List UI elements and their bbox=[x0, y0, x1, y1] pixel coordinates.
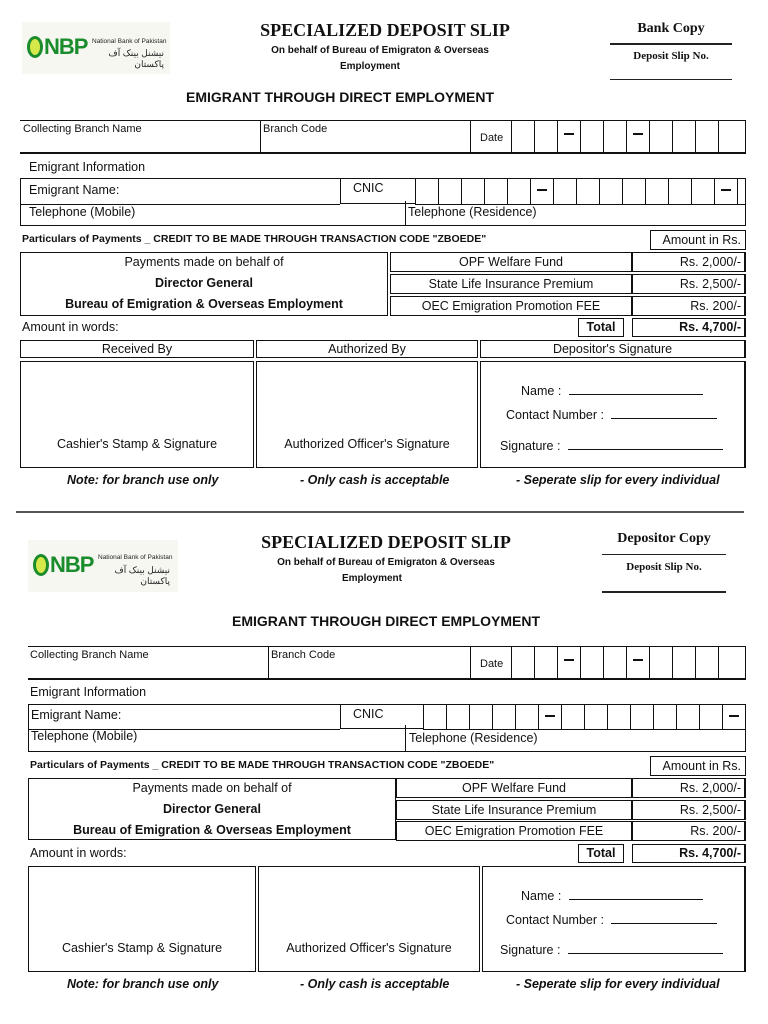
payment-amount-state-life bbox=[632, 800, 746, 820]
total-label-box bbox=[578, 318, 624, 337]
payee-line3: Bureau of Emigration & Overseas Employment bbox=[73, 823, 351, 837]
slip-subtitle-line2: Employment bbox=[341, 573, 402, 584]
payment-item-state-life bbox=[396, 800, 632, 820]
officer-signature-label: Authorized Officer's Signature bbox=[284, 437, 450, 451]
depositor-contact-label: Contact Number : bbox=[506, 913, 604, 927]
amount-header bbox=[650, 230, 746, 250]
depositor-signature-text: Signature : bbox=[500, 943, 561, 957]
nbp-logo bbox=[22, 22, 170, 74]
collecting-branch-name-label: Collecting Branch Name bbox=[30, 649, 149, 661]
slip-subtitle-line1: On behalf of Bureau of Emigraton & Overseas bbox=[277, 557, 495, 568]
payment-amount: Rs. 2,000/- bbox=[679, 255, 741, 269]
emigrant-name-label: Emigrant Name: bbox=[31, 708, 122, 722]
cashier-stamp-box[interactable] bbox=[28, 866, 256, 972]
date-label-cell bbox=[470, 647, 511, 678]
date-separator bbox=[557, 121, 580, 152]
note-branch-use: Note: for branch use only bbox=[67, 977, 219, 991]
nbp-logo-text: NBP bbox=[50, 552, 94, 577]
deposit-slip-no-label: Deposit Slip No. bbox=[633, 50, 709, 62]
deposit-slip-no-field[interactable] bbox=[602, 591, 726, 593]
cashier-stamp-box[interactable] bbox=[20, 361, 254, 468]
particulars-label: Particulars of Payments _ CREDIT TO BE MADE THROUGH TRANSACTION CODE "ZBOEDE" bbox=[22, 233, 487, 245]
emigrant-info-table bbox=[20, 178, 746, 226]
payment-amount-opf bbox=[632, 252, 746, 272]
telephone-residence-label: Telephone (Residence) bbox=[408, 205, 537, 219]
total-label-box bbox=[578, 844, 624, 863]
nbp-emblem-icon bbox=[33, 554, 49, 576]
depositor-details-box bbox=[480, 361, 746, 468]
section-title: EMIGRANT THROUGH DIRECT EMPLOYMENT bbox=[186, 89, 494, 105]
date-digit-box[interactable] bbox=[649, 647, 672, 678]
date-digit-box[interactable] bbox=[534, 647, 557, 678]
depositor-signature-field[interactable] bbox=[500, 941, 723, 957]
total-label: Total bbox=[586, 846, 616, 860]
collecting-branch-name-field[interactable] bbox=[20, 121, 260, 153]
payee-line1: Payments made on behalf of bbox=[132, 781, 292, 795]
branch-code-field[interactable] bbox=[268, 647, 470, 678]
authorized-by-label: Authorized By bbox=[328, 342, 406, 356]
date-digit-box[interactable] bbox=[649, 121, 672, 152]
officer-signature-label: Authorized Officer's Signature bbox=[286, 941, 452, 955]
particulars-label: Particulars of Payments _ CREDIT TO BE MADE THROUGH TRANSACTION CODE "ZBOEDE" bbox=[30, 759, 495, 771]
copy-label: Depositor Copy bbox=[617, 531, 711, 546]
bank-name-english: National Bank of Pakistan bbox=[92, 38, 167, 45]
date-digit-box[interactable] bbox=[695, 121, 718, 152]
payment-amount: Rs. 200/- bbox=[690, 299, 741, 313]
nbp-logo bbox=[28, 540, 178, 592]
slip-subtitle-line1: On behalf of Bureau of Emigraton & Overseas bbox=[271, 45, 489, 56]
depositor-signature-header bbox=[480, 340, 746, 358]
date-digit-box[interactable] bbox=[695, 647, 718, 678]
branch-code-label: Branch Code bbox=[263, 123, 328, 135]
payment-item-state-life bbox=[390, 274, 632, 294]
payment-item-label: OEC Emigration Promotion FEE bbox=[424, 824, 604, 838]
cashier-signature-label: Cashier's Stamp & Signature bbox=[56, 437, 218, 451]
date-label-cell bbox=[470, 121, 511, 152]
payment-item-label: OEC Emigration Promotion FEE bbox=[421, 299, 601, 313]
emigrant-info-table bbox=[28, 704, 746, 752]
depositor-name-field[interactable] bbox=[521, 887, 703, 903]
payee-block bbox=[20, 252, 388, 316]
amount-header bbox=[650, 756, 746, 776]
note-cash-only: - Only cash is acceptable bbox=[300, 977, 450, 991]
telephone-mobile-field[interactable] bbox=[29, 729, 405, 751]
depositor-details-box bbox=[482, 866, 746, 972]
slip-title: SPECIALIZED DEPOSIT SLIP bbox=[260, 20, 510, 40]
telephone-residence-label: Telephone (Residence) bbox=[409, 731, 538, 745]
date-digit-box[interactable] bbox=[534, 121, 557, 152]
note-cash-only: - Only cash is acceptable bbox=[300, 473, 450, 487]
nbp-emblem-icon bbox=[27, 36, 43, 58]
copy-label-divider bbox=[610, 43, 732, 45]
date-separator bbox=[557, 647, 580, 678]
amount-in-words-field[interactable]: Amount in words: bbox=[22, 320, 119, 334]
amount-header-label: Amount in Rs. bbox=[662, 233, 741, 247]
payee-block bbox=[28, 778, 396, 840]
total-amount: Rs. 4,700/- bbox=[679, 846, 741, 860]
date-separator bbox=[626, 121, 649, 152]
payment-item-label: OPF Welfare Fund bbox=[462, 781, 566, 795]
branch-code-label: Branch Code bbox=[271, 649, 336, 661]
payment-item-opf bbox=[390, 252, 632, 272]
note-separate-slip: - Seperate slip for every individual bbox=[516, 473, 720, 487]
depositor-signature-line[interactable] bbox=[568, 941, 723, 954]
date-digit-box[interactable] bbox=[718, 647, 744, 678]
emigrant-info-label: Emigrant Information bbox=[30, 685, 147, 699]
payment-item-oec bbox=[396, 821, 632, 841]
depositor-name-label: Name : bbox=[521, 384, 562, 398]
payment-amount: Rs. 200/- bbox=[690, 824, 741, 838]
received-by-header bbox=[20, 340, 254, 358]
depositor-name-field[interactable] bbox=[521, 382, 703, 398]
note-separate-slip: - Seperate slip for every individual bbox=[516, 977, 720, 991]
emigrant-name-field[interactable] bbox=[21, 179, 340, 205]
cashier-signature-label: Cashier's Stamp & Signature bbox=[61, 941, 223, 955]
payee-line2: Director General bbox=[155, 276, 253, 290]
date-digit-box[interactable] bbox=[603, 647, 626, 678]
depositor-contact-field[interactable] bbox=[506, 406, 717, 422]
date-digit-box[interactable] bbox=[603, 121, 626, 152]
amount-header-label: Amount in Rs. bbox=[662, 759, 741, 773]
authorized-by-header bbox=[256, 340, 478, 358]
payment-amount-oec bbox=[632, 821, 746, 841]
total-label: Total bbox=[586, 320, 616, 334]
depositor-name-line[interactable] bbox=[569, 887, 703, 900]
cnic-label: CNIC bbox=[353, 707, 384, 721]
copy-label-divider bbox=[602, 554, 726, 555]
date-digit-box[interactable] bbox=[672, 121, 695, 152]
depositor-signature-field[interactable] bbox=[500, 437, 723, 453]
bank-name-urdu: نیشنل بینک آف پاکستان bbox=[114, 565, 170, 586]
telephone-mobile-label: Telephone (Mobile) bbox=[29, 205, 136, 219]
depositor-contact-label: Contact Number : bbox=[506, 408, 604, 422]
payment-item-label: State Life Insurance Premium bbox=[431, 803, 597, 817]
payment-amount-opf bbox=[632, 778, 746, 798]
section-title: EMIGRANT THROUGH DIRECT EMPLOYMENT bbox=[232, 613, 540, 629]
date-digit-box[interactable] bbox=[672, 647, 695, 678]
copy-label: Bank Copy bbox=[637, 21, 705, 36]
cnic-label: CNIC bbox=[353, 181, 384, 195]
depositor-name-label: Name : bbox=[521, 889, 562, 903]
payment-item-label: OPF Welfare Fund bbox=[459, 255, 563, 269]
bank-name-urdu: نیشنل بینک آف پاکستان bbox=[108, 48, 164, 69]
depositor-signature-line[interactable] bbox=[568, 437, 723, 450]
total-amount-box bbox=[632, 318, 746, 337]
payment-amount-oec bbox=[632, 296, 746, 316]
cnic-label-cell bbox=[340, 179, 415, 204]
date-digit-box[interactable] bbox=[511, 121, 534, 152]
payee-line2: Director General bbox=[163, 802, 261, 816]
date-digit-box[interactable] bbox=[718, 121, 744, 152]
date-separator bbox=[626, 647, 649, 678]
payee-line3: Bureau of Emigration & Overseas Employment bbox=[65, 297, 343, 311]
depositor-signature-label: Depositor's Signature bbox=[552, 342, 673, 356]
payment-amount-state-life bbox=[632, 274, 746, 294]
branch-row bbox=[20, 120, 746, 154]
authorized-officer-box[interactable] bbox=[256, 361, 478, 468]
emigrant-name-label: Emigrant Name: bbox=[29, 183, 120, 197]
telephone-mobile-label: Telephone (Mobile) bbox=[31, 729, 138, 743]
payment-item-opf bbox=[396, 778, 632, 798]
payment-amount: Rs. 2,500/- bbox=[679, 277, 741, 291]
payee-line1: Payments made on behalf of bbox=[124, 255, 284, 269]
date-label: Date bbox=[480, 658, 504, 670]
telephone-residence-field[interactable] bbox=[405, 201, 745, 225]
emigrant-info-label: Emigrant Information bbox=[29, 160, 146, 174]
telephone-mobile-field[interactable] bbox=[21, 204, 405, 225]
telephone-residence-field[interactable] bbox=[405, 725, 745, 751]
bank-name-english: National Bank of Pakistan bbox=[98, 554, 173, 561]
depositor-signature-text: Signature : bbox=[500, 439, 561, 453]
branch-code-field[interactable] bbox=[260, 121, 470, 152]
depositor-contact-field[interactable] bbox=[506, 911, 717, 927]
depositor-contact-line[interactable] bbox=[611, 406, 717, 419]
branch-row bbox=[28, 646, 746, 680]
payment-amount: Rs. 2,500/- bbox=[679, 803, 741, 817]
amount-in-words-field[interactable]: Amount in words: bbox=[30, 846, 127, 860]
date-digit-box[interactable] bbox=[580, 647, 603, 678]
payment-amount: Rs. 2,000/- bbox=[679, 781, 741, 795]
depositor-name-line[interactable] bbox=[569, 382, 703, 395]
deposit-slip-no-field[interactable] bbox=[610, 79, 732, 80]
slip-subtitle-line2: Employment bbox=[339, 61, 400, 72]
nbp-logo-text: NBP bbox=[44, 34, 88, 59]
collecting-branch-name-field[interactable] bbox=[28, 647, 268, 679]
payment-item-label: State Life Insurance Premium bbox=[428, 277, 594, 291]
slip-title: SPECIALIZED DEPOSIT SLIP bbox=[261, 532, 511, 552]
date-digit-box[interactable] bbox=[511, 647, 534, 678]
deposit-slip-no-label: Deposit Slip No. bbox=[626, 561, 702, 573]
emigrant-name-field[interactable] bbox=[29, 705, 340, 730]
authorized-officer-box[interactable] bbox=[258, 866, 480, 972]
payment-item-oec bbox=[390, 296, 632, 316]
collecting-branch-name-label: Collecting Branch Name bbox=[23, 123, 142, 135]
date-digit-box[interactable] bbox=[580, 121, 603, 152]
total-amount-box bbox=[632, 844, 746, 863]
cut-line-divider bbox=[16, 511, 744, 513]
total-amount: Rs. 4,700/- bbox=[679, 320, 741, 334]
received-by-label: Received By bbox=[101, 342, 173, 356]
date-label: Date bbox=[480, 132, 504, 144]
note-branch-use: Note: for branch use only bbox=[67, 473, 219, 487]
depositor-contact-line[interactable] bbox=[611, 911, 717, 924]
